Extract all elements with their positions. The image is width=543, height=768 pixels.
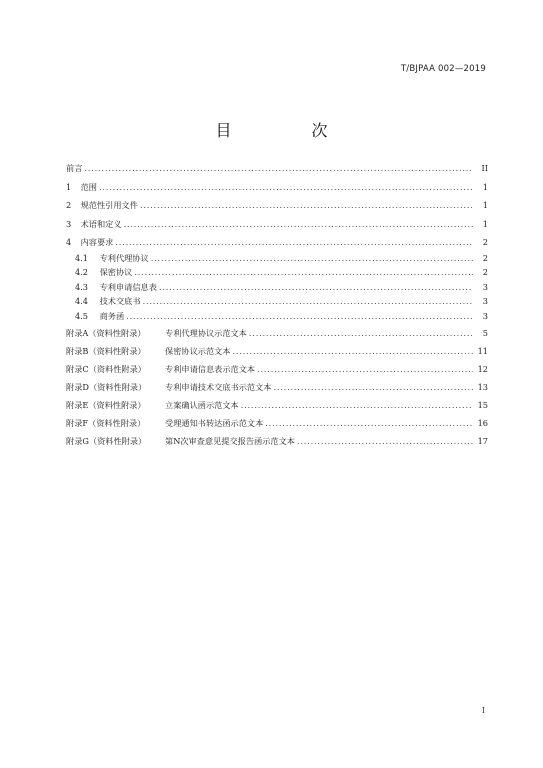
toc-leader-dots (297, 436, 473, 446)
toc-entry-label (66, 163, 84, 173)
toc-leader-dots (143, 296, 473, 306)
toc-entry-page: 17 (477, 435, 488, 446)
toc-entry-page: 15 (477, 399, 488, 410)
toc-entry-page: 2 (482, 267, 488, 277)
toc-entry-patent-agency-agreement[interactable] (66, 253, 488, 263)
toc-entry-appendix-b[interactable] (66, 346, 488, 356)
toc-leader-dots (273, 382, 473, 392)
toc-entry-page: 3 (482, 281, 488, 292)
toc-entry-page: 1 (482, 200, 488, 210)
toc-leader-dots (115, 237, 473, 247)
toc-entry-text: 专利申请技术交底书示范文本 (165, 381, 272, 392)
toc-entry-number: 2 (66, 200, 72, 210)
toc-leader-dots (134, 267, 473, 277)
toc-entry-foreword[interactable] (66, 163, 488, 173)
toc-entry-text: 技术交底书 (99, 296, 141, 306)
toc-entry-number: 3 (66, 218, 72, 229)
toc-entry-business-letter[interactable] (66, 311, 488, 321)
toc-entry-number: 4.5 (75, 310, 89, 321)
toc-entry-appendix-c[interactable] (66, 364, 488, 374)
toc-entry-normative-references[interactable] (66, 200, 488, 210)
toc-entry-label (66, 364, 257, 374)
toc-entry-text: 专利申请信息表示范文本 (165, 363, 256, 374)
toc-leader-dots (99, 182, 473, 192)
toc-entry-content-requirements[interactable] (66, 237, 488, 247)
toc-entry-text: 前言 (66, 163, 83, 173)
toc-leader-dots (159, 282, 473, 292)
toc-entry-label (66, 237, 115, 247)
table-of-contents (66, 163, 488, 446)
toc-entry-label (66, 219, 124, 229)
toc-entry-appendix-f[interactable] (66, 418, 488, 428)
toc-entry-text: 保密协议示范文本 (165, 345, 231, 356)
toc-entry-text: 受理通知书转达函示范文本 (165, 417, 264, 428)
toc-entry-appendix-g[interactable] (66, 436, 488, 446)
toc-entry-label (66, 182, 99, 192)
toc-entry-page: II (481, 163, 488, 173)
toc-entry-page: 13 (477, 381, 488, 392)
toc-entry-label (66, 346, 233, 356)
toc-entry-text: 商务函 (99, 310, 125, 321)
toc-entry-appendix-a[interactable] (66, 328, 488, 338)
toc-entry-appendix-d[interactable] (66, 382, 488, 392)
toc-entry-text: 范围 (80, 181, 97, 192)
document-code: T/BJPAA 002—2019 (400, 64, 486, 74)
toc-entry-number: 附录C（资料性附录） (66, 363, 146, 374)
toc-entry-number: 4.2 (75, 267, 89, 277)
toc-entry-page: 2 (482, 252, 488, 263)
toc-leader-dots (126, 311, 473, 321)
toc-leader-dots (140, 200, 473, 210)
toc-entry-scope[interactable] (66, 182, 488, 192)
toc-entry-number: 4 (66, 237, 72, 247)
toc-entry-text: 专利代理协议 (99, 252, 149, 263)
toc-entry-confidentiality-agreement[interactable] (66, 267, 488, 277)
toc-leader-dots (257, 364, 473, 374)
toc-leader-dots (124, 219, 473, 229)
toc-entry-page: 16 (477, 417, 488, 428)
toc-entry-label (66, 200, 140, 210)
toc-entry-label (66, 267, 134, 277)
toc-leader-dots (84, 163, 473, 173)
toc-title: 目 次 (215, 121, 360, 140)
toc-entry-page: 1 (482, 218, 488, 229)
toc-entry-number: 4.3 (75, 281, 89, 292)
toc-entry-page: 3 (482, 296, 488, 306)
toc-entry-number: 附录A（资料性附录） (66, 327, 146, 338)
toc-entry-number: 附录E（资料性附录） (66, 399, 146, 410)
toc-entry-number: 附录D（资料性附录） (66, 381, 147, 392)
toc-entry-number: 附录G（资料性附录） (66, 435, 147, 446)
toc-entry-page: 5 (482, 327, 488, 338)
toc-entry-page: 12 (477, 363, 488, 374)
toc-entry-label (66, 311, 126, 321)
toc-entry-label (66, 382, 273, 392)
toc-entry-text: 规范性引用文件 (80, 200, 138, 210)
toc-leader-dots (265, 418, 473, 428)
toc-entry-number: 附录B（资料性附录） (66, 345, 146, 356)
toc-leader-dots (151, 253, 473, 263)
toc-entry-text: 内容要求 (80, 237, 114, 247)
toc-entry-text: 专利申请信息表 (99, 281, 157, 292)
toc-entry-text: 立案确认函示范文本 (165, 399, 239, 410)
toc-entry-label (66, 253, 151, 263)
toc-entry-label (66, 400, 241, 410)
toc-entry-page: 3 (482, 310, 488, 321)
toc-leader-dots (233, 346, 473, 356)
toc-entry-appendix-e[interactable] (66, 400, 488, 410)
toc-entry-page: 11 (477, 345, 488, 356)
toc-entry-number: 4.4 (75, 296, 89, 306)
toc-leader-dots (249, 328, 473, 338)
toc-entry-label (66, 436, 297, 446)
toc-entry-label (66, 328, 249, 338)
toc-entry-page: 2 (482, 237, 488, 247)
toc-entry-page: 1 (482, 181, 488, 192)
toc-entry-label (66, 418, 265, 428)
toc-entry-text: 术语和定义 (80, 218, 122, 229)
toc-entry-text: 专利代理协议示范文本 (165, 327, 247, 338)
toc-leader-dots (241, 400, 473, 410)
toc-entry-label (66, 282, 159, 292)
toc-entry-application-info-form[interactable] (66, 282, 488, 292)
toc-entry-text: 第N次审查意见提交报告函示范文本 (165, 435, 295, 446)
toc-entry-number: 4.1 (75, 252, 89, 263)
toc-entry-terms-definitions[interactable] (66, 219, 488, 229)
toc-entry-label (66, 296, 143, 306)
toc-entry-technical-disclosure[interactable] (66, 296, 488, 306)
toc-entry-number: 1 (66, 181, 72, 192)
page-number: I (481, 706, 485, 715)
toc-entry-number: 附录F（资料性附录） (66, 417, 146, 428)
toc-entry-text: 保密协议 (99, 267, 133, 277)
